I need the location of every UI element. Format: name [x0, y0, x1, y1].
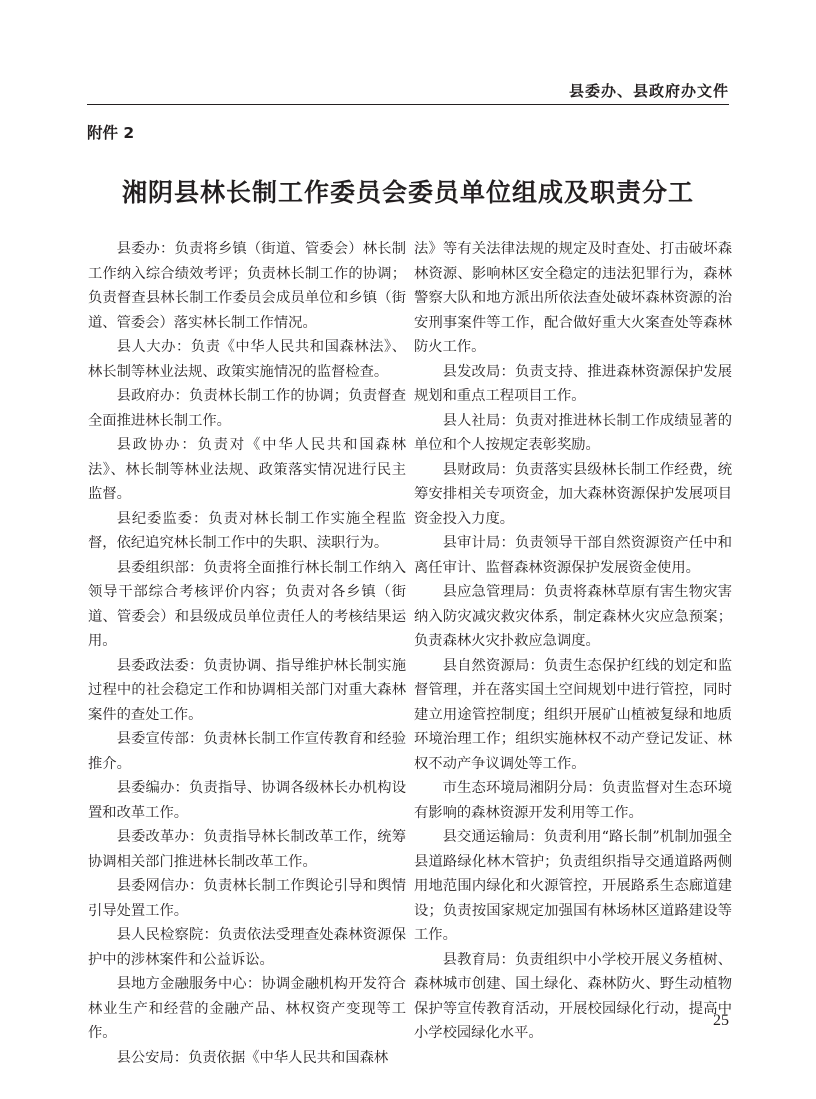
paragraph: 县委宣传部：负责林长制工作宣传教育和经验推介。: [88, 731, 406, 772]
paragraph: 县审计局：负责领导干部自然资源资产任中和离任审计、监督森林资源保护发展资金使用。: [414, 535, 732, 576]
paragraph: 县人大办：负责《中华人民共和国森林法》、林长制等林业法规、政策实施情况的监督检查。: [88, 339, 406, 380]
paragraph: 县人民检察院：负责依法受理查处森林资源保护中的涉林案件和公益诉讼。: [88, 927, 406, 968]
paragraph: 县发改局：负责支持、推进森林资源保护发展规划和重点工程项目工作。: [414, 363, 732, 404]
header-divider: [87, 104, 729, 105]
paragraph: 县公安局：负责依据《中华人民共和国森林: [116, 1049, 389, 1066]
paragraph: 县委改革办：负责指导林长制改革工作，统筹协调相关部门推进林长制改革工作。: [88, 829, 406, 870]
header-title: 县委办、县政府办文件: [568, 82, 729, 100]
paragraph: 县教育局：负责组织中小学校开展义务植树、森林城市创建、国土绿化、森林防火、野生动植物保护等宣传教育活动，开展校园绿化行动，提高中小学校园绿化水平。: [414, 951, 732, 1041]
paragraph: 县自然资源局：负责生态保护红线的划定和监督管理，并在落实国土空间规划中进行管控，同时建立用途管控制度；组织开展矿山植被复绿和地质环境治理工作；组织实施林权不动产登记发证、林权不动产争议调处等工作。: [414, 657, 732, 772]
paragraph: 县政协办：负责对《中华人民共和国森林法》、林长制等林业法规、政策落实情况进行民主监督。: [88, 437, 406, 502]
paragraph: 县地方金融服务中心：协调金融机构开发符合林业生产和经营的金融产品、林权资产变现等工作。: [88, 976, 406, 1041]
document-title: 湘阴县林长制工作委员会委员单位组成及职责分工: [121, 178, 694, 207]
paragraph: 县交通运输局：负责利用“路长制”机制加强全县道路绿化林木管护；负责组织指导交通道路两侧用地范围内绿化和火源管控，开展路系生态廊道建设；负责按国家规定加强国有林场林区道路建设等工作。: [414, 829, 732, 943]
page-number: 25: [713, 1012, 729, 1029]
paragraph-continuation: 法》等有关法律法规的规定及时查处、打击破坏森林资源、影响林区安全稳定的违法犯罪行为，森林警察大队和地方派出所依法查处破坏森林资源的治安刑事案件等工作，配合做好重大火案查处等森林防火工作。: [414, 241, 732, 355]
paragraph: 县纪委监委：负责对林长制工作实施全程监督，依纪追究林长制工作中的失职、渎职行为。: [88, 510, 406, 551]
paragraph: 县委编办：负责指导、协调各级林长办机构设置和改革工作。: [88, 780, 406, 821]
paragraph: 县政府办：负责林长制工作的协调；负责督查全面推进林长制工作。: [88, 388, 406, 429]
paragraph: 县委网信办：负责林长制工作舆论引导和舆情引导处置工作。: [88, 878, 406, 919]
right-column: [414, 237, 732, 1041]
left-column: [88, 237, 406, 1066]
paragraph: 县委政法委：负责协调、指导维护林长制实施过程中的社会稳定工作和协调相关部门对重大森林案件的查处工作。: [88, 657, 406, 723]
paragraph: 市生态环境局湘阴分局：负责监督对生态环境有影响的森林资源开发利用等工作。: [414, 780, 732, 821]
paragraph: 县财政局：负责落实县级林长制工作经费，统筹安排相关专项资金，加大森林资源保护发展项目资金投入力度。: [414, 461, 732, 527]
paragraph: 县委组织部：负责将全面推行林长制工作纳入领导干部综合考核评价内容；负责对各乡镇（街道、管委会）和县级成员单位责任人的考核结果运用。: [88, 559, 406, 649]
attachment-label: 附件 2: [87, 124, 135, 142]
paragraph: 县委办：负责将乡镇（街道、管委会）林长制工作纳入综合绩效考评；负责林长制工作的协调；负责督查县林长制工作委员会成员单位和乡镇（街道、管委会）落实林长制工作情况。: [88, 241, 406, 331]
paragraph: 县应急管理局：负责将森林草原有害生物灾害纳入防灾减灾救灾体系，制定森林火灾应急预案；负责森林火灾扑救应急调度。: [414, 584, 732, 649]
paragraph: 县人社局：负责对推进林长制工作成绩显著的单位和个人按规定表彰奖励。: [414, 412, 732, 453]
